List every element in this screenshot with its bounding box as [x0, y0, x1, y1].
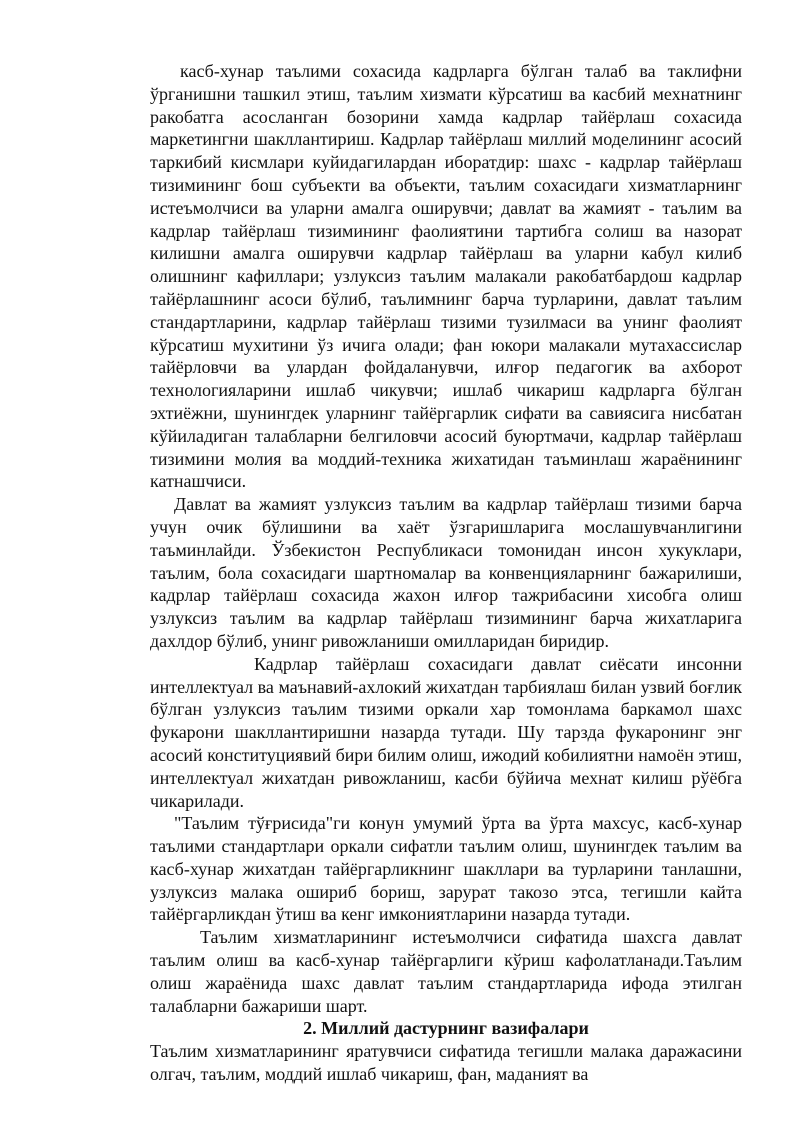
paragraph-1: касб-хунар таълими сохасида кадрларга бўлган талаб ва таклифни ўрганишни ташкил этиш, таълим хизмати кўрсатиш ва касбий мехнатнинг ракобатга асосланган бозорини хамда кадрлар тайёрлаш сохасида маркетингни шакллантириш. Кадрлар тайёрлаш миллий моделининг асосий таркибий кисмлари куйидагилардан иборатдир: шахс - кадрлар тайёрлаш тизимининг бош субъекти ва объекти, таълим сохасидаги хизматларнинг истеъмолчиси ва уларни амалга оширувчи; давлат ва жамият - таълим ва кадрлар тайёрлаш тизимининг фаолиятини тартибга солиш ва назорат килишни амалга оширувчи кадрлар тайёрлаш ва уларни кабул килиб олишнинг кафиллари; узлуксиз таълим малакали ракобатбардош кадрлар тайёрлашнинг асоси бўлиб, таълимнинг барча турларини, давлат таълим стандартларини, кадрлар тайёрлаш тизими тузилмаси ва унинг фаолият кўрсатиш мухитини ўз ичига олади; фан юкори малакали мутахассислар тайёрловчи ва улардан фойдаланувчи, илғор педагогик ва ахборот технологияларини ишлаб чикувчи; ишлаб чикариш кадрларга бўлган эхтиёжни, шунингдек уларнинг тайёргарлик сифати ва савиясига нисбатан кўйиладиган талабларни белгиловчи асосий буюртмачи, кадрлар тайёрлаш тизимини молия ва моддий-техника жихатидан таъминлаш жараёнининг катнашчиси.	[150, 61, 742, 492]
paragraph-4: "Таълим тўғрисида"ги конун умумий ўрта ва ўрта махсус, касб-хунар таълими стандартлари оркали сифатли таълим олиш, шунингдек таълим ва касб-хунар жихатдан тайёргарликнинг шакллари ва турларини танлашни, узлуксиз малака ошириб бориш, зарурат такозо этса, тегишли кайта тайёргарликдан ўтиш ва кенг имкониятларини назарда тутади.	[150, 813, 742, 925]
paragraph-3: Кадрлар тайёрлаш сохасидаги давлат сиёсати инсонни интеллектуал ва маънавий-ахлокий жихатдан тарбиялаш билан узвий боғлик бўлган узлуксиз таълим тизими оркали хар томонлама баркамол шахс фукарони шакллантиришни назарда тутади. Шу тарзда фукаронинг энг асосий конституциявий бири билим олиш, ижодий кобилиятни намоён этиш, интеллектуал жихатдан ривожланиш, касби бўйича мехнат килиш рўёбга чикарилади.	[150, 653, 742, 811]
document-page	[150, 60, 742, 1086]
paragraph-5: Таълим хизматларининг истеъмолчиси сифатида шахсга давлат таълим олиш ва касб-хунар тайёргарлиги кўриш кафолатланади.Таълим олиш жараёнида шахс давлат таълим стандартларида ифода этилган талабларни бажариши шарт.	[150, 927, 742, 1016]
paragraph-6: Таълим хизматларининг яратувчиси сифатида тегишли малака даражасини олгач, таълим, моддий ишлаб чикариш, фан, маданият ва	[150, 1041, 742, 1085]
paragraph-2: Давлат ва жамият узлуксиз таълим ва кадрлар тайёрлаш тизими барча учун очик бўлишини ва хаёт ўзгаришларига мослашувчанлигини таъминлайди. Ўзбекистон Республикаси томонидан инсон хукуклари, таълим, бола сохасидаги шартномалар ва конвенцияларнинг бажарилиши, кадрлар тайёрлаш сохасида жахон илғор тажрибасини хисобга олиш узлуксиз таълим ва кадрлар тайёрлаш тизимининг барча жихатларига дахлдор бўлиб, унинг ривожланиши омилларидан биридир.	[150, 494, 742, 651]
section-heading: 2. Миллий дастурнинг вазифалари	[303, 1018, 589, 1039]
